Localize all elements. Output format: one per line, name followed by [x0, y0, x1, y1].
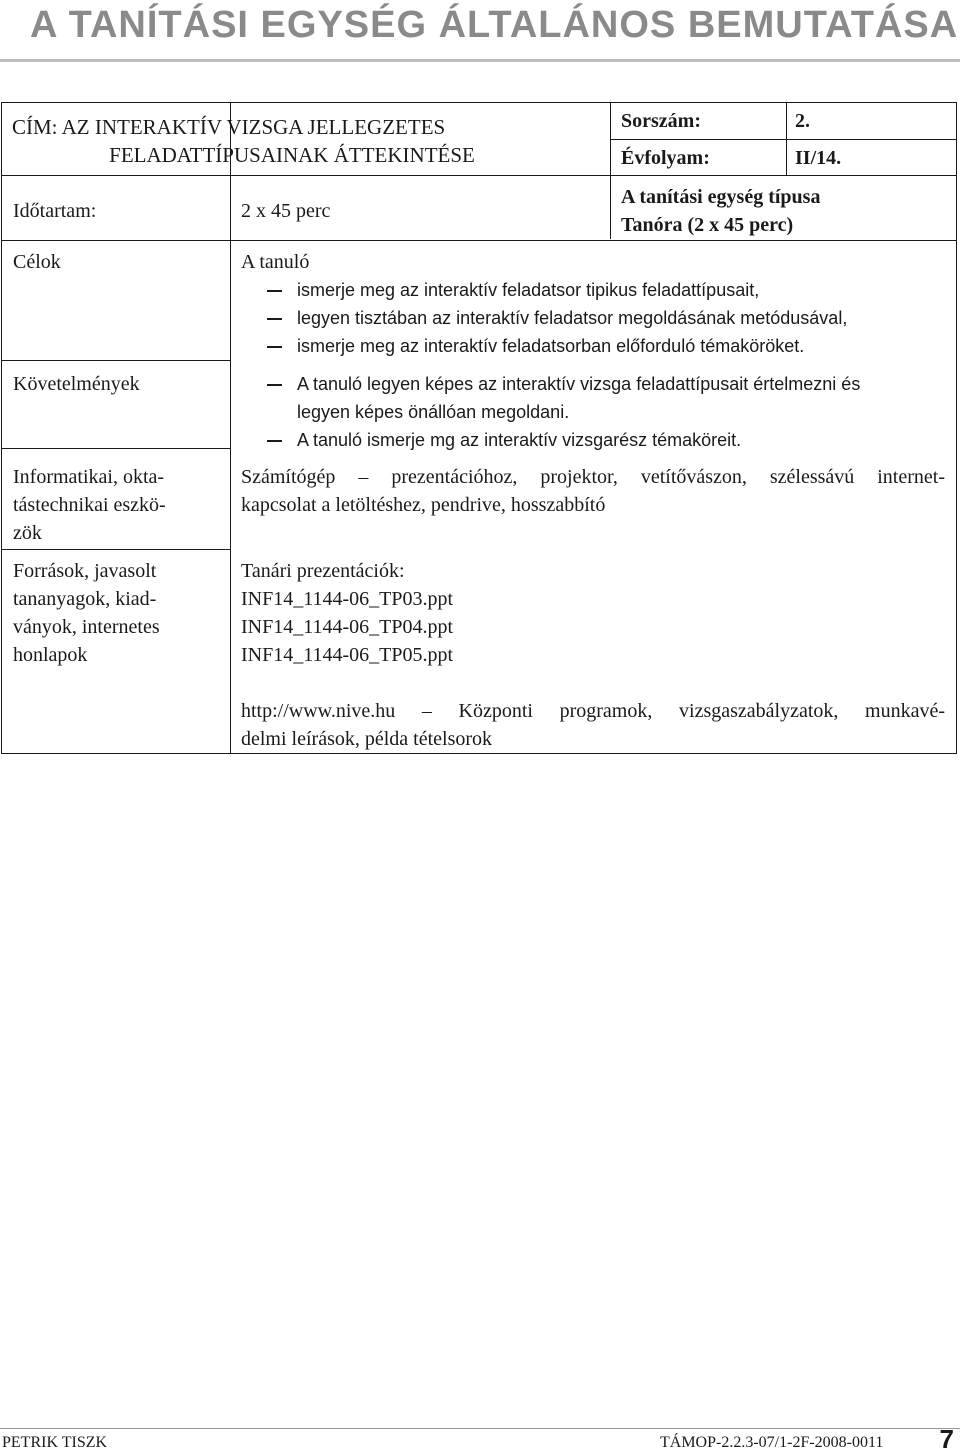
list-item: legyen tisztában az interaktív feladatsor megoldásának metódusával,	[241, 304, 847, 332]
eszkozok-text	[241, 463, 945, 519]
sorszam-value: 2.	[795, 110, 810, 132]
tipus-label: A tanítási egység típusa	[621, 186, 821, 208]
label-line: ványok, internetes	[13, 616, 160, 638]
text-line: delmi leírások, példa tételsorok	[241, 728, 493, 750]
row-divider	[610, 175, 956, 176]
evfolyam-label: Évfolyam:	[621, 147, 710, 169]
lesson-title-line: CÍM: AZ INTERAKTÍV VIZSGA JELLEGZETES	[12, 115, 446, 139]
row-divider	[2, 240, 956, 241]
list-item-line: A tanuló legyen képes az interaktív vizsga feladattípusait értelmezni és	[297, 374, 861, 394]
resource-link[interactable]	[241, 697, 945, 753]
title-rule	[0, 59, 960, 62]
eszkozok-label	[13, 463, 166, 547]
presentations-title: Tanári prezentációk:	[241, 560, 405, 582]
list-item	[241, 370, 860, 426]
row-divider	[2, 549, 230, 550]
idotartam-label: Időtartam:	[13, 200, 97, 222]
row-divider	[2, 360, 230, 361]
lesson-title-line: FELADATTÍPUSAINAK ÁTTEKINTÉSE	[109, 143, 475, 167]
label-line: tástechnikai eszkö-	[13, 494, 166, 516]
presentation-file: INF14_1144-06_TP04.ppt	[241, 616, 454, 638]
label-line: tananyagok, kiad-	[13, 588, 157, 610]
label-line: zök	[13, 522, 42, 544]
page-number: 7	[939, 1424, 954, 1454]
presentation-file: INF14_1144-06_TP05.ppt	[241, 644, 454, 666]
lesson-table	[1, 102, 957, 754]
sorszam-label: Sorszám:	[621, 110, 701, 132]
column-divider	[610, 103, 611, 239]
column-divider	[230, 103, 231, 753]
lesson-title	[12, 113, 572, 169]
text-line: Számítógép – prezentációhoz, projektor, vetítővászon, szélessávú internet-	[241, 466, 945, 488]
label-line: Források, javasolt	[13, 560, 157, 582]
list-item: ismerje meg az interaktív feladatsor tipikus feladattípusait,	[241, 276, 847, 304]
footer-center: TÁMOP-2.2.3-07/1-2F-2008-0011	[660, 1434, 884, 1451]
list-item	[241, 426, 860, 454]
footer-left: PETRIK TISZK	[2, 1434, 108, 1451]
list-item: ismerje meg az interaktív feladatsorban előforduló témaköröket.	[241, 332, 847, 360]
list-item-line: legyen képes önállóan megoldani.	[297, 402, 570, 422]
row-divider	[610, 139, 956, 140]
celok-list	[241, 276, 847, 360]
list-item-line: A tanuló ismerje mg az interaktív vizsgarész témaköreit.	[297, 430, 742, 450]
forrasok-label	[13, 557, 160, 669]
tipus-value: Tanóra (2 x 45 perc)	[621, 214, 794, 236]
idotartam-value: 2 x 45 perc	[241, 200, 331, 222]
kovetelmenyek-list	[241, 370, 860, 454]
text-line: kapcsolat a letöltéshez, pendrive, hosszabbító	[241, 494, 606, 516]
celok-label: Célok	[13, 251, 61, 273]
text-line[interactable]: http://www.nive.hu – Központi programok, vizsgaszabályzatok, munkavé-	[241, 700, 945, 722]
row-divider	[2, 448, 230, 449]
kovetelmenyek-label: Követelmények	[13, 373, 140, 395]
row-divider	[2, 175, 610, 176]
label-line: Informatikai, okta-	[13, 466, 165, 488]
page-title: A TANÍTÁSI EGYSÉG ÁLTALÁNOS BEMUTATÁSA	[30, 4, 959, 46]
presentation-file: INF14_1144-06_TP03.ppt	[241, 588, 454, 610]
evfolyam-value: II/14.	[795, 147, 842, 169]
footer-rule	[0, 1428, 960, 1429]
celok-intro: A tanuló	[241, 251, 310, 273]
label-line: honlapok	[13, 644, 88, 666]
